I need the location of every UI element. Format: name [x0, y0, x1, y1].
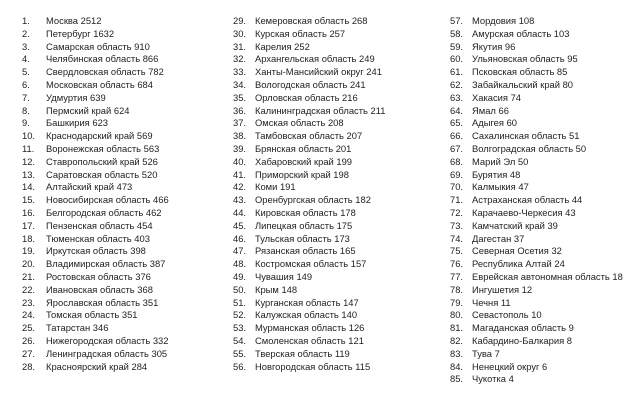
list-item [233, 28, 448, 41]
item-number: 38. [233, 130, 247, 142]
item-number: 42. [233, 181, 247, 193]
list-item [450, 117, 640, 130]
list-item [233, 181, 448, 194]
item-text: Кировская область 178 [255, 206, 356, 218]
item-text: Дагестан 37 [472, 232, 525, 244]
list-item [22, 156, 222, 169]
item-text: Магаданская область 9 [472, 322, 574, 334]
list-item [233, 66, 448, 79]
item-text: Ростовская область 376 [46, 270, 151, 282]
list-item [233, 53, 448, 66]
list-item [233, 169, 448, 182]
item-number: 32. [233, 53, 247, 65]
item-text: Псковская область 85 [472, 66, 568, 78]
item-text: Новгородская область 115 [255, 360, 371, 372]
item-number: 58. [450, 27, 464, 39]
item-number: 75. [450, 245, 464, 257]
list-item [233, 207, 448, 220]
item-text: Курганская область 147 [255, 296, 359, 308]
item-number: 69. [450, 168, 464, 180]
list-item [22, 297, 222, 310]
list-item [450, 335, 640, 348]
item-number: 6. [22, 78, 30, 90]
item-number: 50. [233, 283, 247, 295]
item-text: Краснодарский край 569 [46, 130, 153, 142]
list-item [450, 309, 640, 322]
list-item [450, 53, 640, 66]
list-item [22, 41, 222, 54]
list-item [22, 194, 222, 207]
item-text: Приморский край 198 [255, 168, 349, 180]
item-number: 35. [233, 91, 247, 103]
item-text: Карачаево-Черкесия 43 [472, 206, 576, 218]
item-text: Ханты-Мансийский округ 241 [255, 66, 382, 78]
item-number: 79. [450, 296, 464, 308]
item-number: 46. [233, 232, 247, 244]
item-text: Ненецкий округ 6 [472, 360, 548, 372]
item-text: Чукотка 4 [472, 373, 514, 385]
item-number: 4. [22, 53, 30, 65]
item-number: 7. [22, 91, 30, 103]
list-item [22, 105, 222, 118]
item-number: 59. [450, 40, 464, 52]
item-text: Астраханская область 44 [472, 194, 583, 206]
item-number: 56. [233, 360, 247, 372]
item-number: 31. [233, 40, 247, 52]
item-number: 44. [233, 206, 247, 218]
list-item [233, 143, 448, 156]
item-number: 37. [233, 117, 247, 129]
item-number: 22. [22, 283, 36, 295]
item-text: Омская область 208 [255, 117, 344, 129]
list-item [22, 322, 222, 335]
item-text: Северная Осетия 32 [472, 245, 562, 257]
item-text: Пермский край 624 [46, 104, 130, 116]
list-item [22, 92, 222, 105]
item-number: 26. [22, 334, 36, 346]
item-text: Крым 148 [255, 283, 298, 295]
item-number: 74. [450, 232, 464, 244]
list-item [22, 79, 222, 92]
item-text: Саратовская область 520 [46, 168, 158, 180]
item-number: 54. [233, 334, 247, 346]
list-item [233, 79, 448, 92]
item-number: 11. [22, 142, 35, 154]
item-number: 78. [450, 283, 464, 295]
list-item [22, 348, 222, 361]
item-text: Республика Алтай 24 [472, 258, 565, 270]
item-number: 15. [22, 194, 36, 206]
list-item [233, 105, 448, 118]
list-item [450, 373, 640, 386]
list-item [22, 66, 222, 79]
item-number: 29. [233, 15, 247, 26]
list-item [22, 143, 222, 156]
item-number: 83. [450, 347, 464, 359]
item-text: Тверская область 119 [255, 347, 350, 359]
item-text: Ульяновская область 95 [472, 53, 578, 65]
list-item [450, 194, 640, 207]
list-item [22, 28, 222, 41]
item-number: 28. [22, 360, 36, 372]
item-text: Нижегородская область 332 [46, 334, 169, 346]
item-number: 76. [450, 258, 464, 270]
item-number: 52. [233, 309, 247, 321]
item-text: Москва 2512 [46, 15, 102, 26]
list-item [233, 156, 448, 169]
item-number: 23. [22, 296, 36, 308]
item-text: Костромская область 157 [255, 258, 367, 270]
list-item [233, 258, 448, 271]
list-item [450, 258, 640, 271]
list-item [450, 233, 640, 246]
item-number: 13. [22, 168, 36, 180]
list-item [22, 220, 222, 233]
list-item [450, 361, 640, 374]
list-item [233, 361, 448, 374]
item-number: 1. [22, 15, 30, 26]
item-text: Красноярский край 284 [46, 360, 148, 372]
item-number: 10. [22, 130, 36, 142]
list-item [22, 181, 222, 194]
item-text: Кемеровская область 268 [255, 15, 368, 26]
item-number: 55. [233, 347, 247, 359]
list-item [233, 309, 448, 322]
list-item [233, 15, 448, 28]
item-number: 66. [450, 130, 464, 142]
item-text: Петербург 1632 [46, 27, 115, 39]
item-text: Ярославская область 351 [46, 296, 159, 308]
list-item [22, 15, 222, 28]
item-number: 80. [450, 309, 464, 321]
item-number: 62. [450, 78, 464, 90]
list-item [22, 169, 222, 182]
item-text: Мурманская область 126 [255, 322, 365, 334]
list-item [233, 233, 448, 246]
item-text: Калужская область 140 [255, 309, 358, 321]
list-item [22, 361, 222, 374]
list-item [22, 258, 222, 271]
list-item [450, 156, 640, 169]
list-column-3 [450, 15, 640, 386]
item-number: 20. [22, 258, 36, 270]
list-item [450, 92, 640, 105]
item-text: Алтайский край 473 [46, 181, 133, 193]
list-item [450, 79, 640, 92]
item-number: 85. [450, 373, 464, 385]
item-number: 57. [450, 15, 464, 26]
item-text: Чечня 11 [472, 296, 511, 308]
list-column-2 [233, 15, 448, 373]
item-text: Свердловская область 782 [46, 66, 164, 78]
item-number: 30. [233, 27, 247, 39]
item-number: 63. [450, 91, 464, 103]
item-text: Чувашия 149 [255, 270, 313, 282]
item-number: 67. [450, 142, 464, 154]
item-number: 48. [233, 258, 247, 270]
list-item [450, 181, 640, 194]
item-text: Кабардино-Балкария 8 [472, 334, 572, 346]
list-item [450, 15, 640, 28]
item-number: 77. [450, 270, 464, 282]
list-item [450, 169, 640, 182]
item-number: 19. [22, 245, 36, 257]
list-item [233, 284, 448, 297]
item-number: 65. [450, 117, 464, 129]
item-text: Владимирская область 387 [46, 258, 166, 270]
list-item [22, 207, 222, 220]
item-number: 25. [22, 322, 36, 334]
list-item [450, 66, 640, 79]
list-item [233, 130, 448, 143]
item-text: Ямал 66 [472, 104, 509, 116]
item-text: Смоленская область 121 [255, 334, 364, 346]
item-number: 18. [22, 232, 36, 244]
item-text: Самарская область 910 [46, 40, 150, 52]
item-text: Волгоградская область 50 [472, 142, 587, 154]
list-item [22, 245, 222, 258]
list-column-1 [22, 15, 222, 373]
list-item [450, 207, 640, 220]
item-number: 9. [22, 117, 30, 129]
item-number: 17. [22, 219, 36, 231]
item-text: Пензенская область 454 [46, 219, 153, 231]
list-item [450, 41, 640, 54]
item-text: Сахалинская область 51 [472, 130, 580, 142]
item-number: 70. [450, 181, 464, 193]
item-text: Марий Эл 50 [472, 155, 529, 167]
list-item [233, 245, 448, 258]
item-text: Мордовия 108 [472, 15, 535, 26]
item-number: 16. [22, 206, 36, 218]
list-item [22, 309, 222, 322]
item-number: 36. [233, 104, 247, 116]
item-number: 5. [22, 66, 30, 78]
item-text: Ставропольский край 526 [46, 155, 158, 167]
item-text: Тульская область 173 [255, 232, 350, 244]
item-number: 12. [22, 155, 36, 167]
list-item [233, 194, 448, 207]
item-text: Рязанская область 165 [255, 245, 356, 257]
item-text: Калининградская область 211 [255, 104, 386, 116]
item-text: Новосибирская область 466 [46, 194, 169, 206]
item-number: 24. [22, 309, 36, 321]
list-item [450, 105, 640, 118]
item-number: 39. [233, 142, 247, 154]
list-item [450, 284, 640, 297]
item-number: 68. [450, 155, 464, 167]
list-item [22, 233, 222, 246]
item-text: Карелия 252 [255, 40, 310, 52]
item-number: 51. [233, 296, 247, 308]
item-text: Тува 7 [472, 347, 500, 359]
list-item [22, 53, 222, 66]
list-item [233, 220, 448, 233]
item-text: Иркутская область 398 [46, 245, 146, 257]
item-number: 73. [450, 219, 464, 231]
item-number: 8. [22, 104, 30, 116]
item-number: 71. [450, 194, 464, 206]
item-number: 84. [450, 360, 464, 372]
list-item [233, 348, 448, 361]
item-text: Вологодская область 241 [255, 78, 366, 90]
item-text: Калмыкия 47 [472, 181, 529, 193]
list-item [22, 335, 222, 348]
item-text: Архангельская область 249 [255, 53, 375, 65]
list-item [450, 271, 640, 284]
item-text: Хабаровский край 199 [255, 155, 353, 167]
item-text: Коми 191 [255, 181, 296, 193]
list-item [450, 28, 640, 41]
item-number: 45. [233, 219, 247, 231]
item-number: 21. [22, 270, 36, 282]
item-text: Удмуртия 639 [46, 91, 106, 103]
item-number: 81. [450, 322, 464, 334]
item-number: 61. [450, 66, 464, 78]
item-text: Адыгея 60 [472, 117, 517, 129]
item-text: Севастополь 10 [472, 309, 542, 321]
item-text: Тамбовская область 207 [255, 130, 363, 142]
item-number: 27. [22, 347, 36, 359]
item-text: Забайкальский край 80 [472, 78, 574, 90]
item-number: 53. [233, 322, 247, 334]
item-number: 47. [233, 245, 247, 257]
item-text: Орловская область 216 [255, 91, 358, 103]
item-number: 33. [233, 66, 247, 78]
item-number: 60. [450, 53, 464, 65]
item-text: Курская область 257 [255, 27, 346, 39]
item-text: Татарстан 346 [46, 322, 109, 334]
item-text: Якутия 96 [472, 40, 516, 52]
item-number: 64. [450, 104, 464, 116]
list-item [450, 297, 640, 310]
item-text: Тюменская область 403 [46, 232, 150, 244]
list-item [22, 271, 222, 284]
list-item [450, 220, 640, 233]
list-item [450, 322, 640, 335]
item-text: Ингушетия 12 [472, 283, 533, 295]
item-number: 41. [233, 168, 247, 180]
item-text: Челябинская область 866 [46, 53, 159, 65]
item-text: Белгородская область 462 [46, 206, 162, 218]
item-text: Камчатский край 39 [472, 219, 558, 231]
list-item [22, 130, 222, 143]
list-item [450, 130, 640, 143]
list-item [233, 92, 448, 105]
item-text: Ивановская область 368 [46, 283, 153, 295]
list-item [450, 348, 640, 361]
list-item [233, 322, 448, 335]
item-text: Воронежская область 563 [46, 142, 160, 154]
item-text: Липецкая область 175 [255, 219, 353, 231]
list-item [233, 117, 448, 130]
item-number: 43. [233, 194, 247, 206]
list-item [233, 297, 448, 310]
item-number: 2. [22, 27, 30, 39]
item-text: Московская область 684 [46, 78, 153, 90]
item-number: 14. [22, 181, 36, 193]
item-text: Оренбургская область 182 [255, 194, 371, 206]
item-number: 3. [22, 40, 30, 52]
list-item [22, 117, 222, 130]
list-item [233, 335, 448, 348]
item-text: Еврейская автономная область 18 [472, 270, 623, 282]
item-text: Ленинградская область 305 [46, 347, 168, 359]
item-text: Брянская область 201 [255, 142, 352, 154]
list-item [233, 41, 448, 54]
list-item [22, 284, 222, 297]
item-number: 82. [450, 334, 464, 346]
list-item [450, 143, 640, 156]
item-text: Амурская область 103 [472, 27, 570, 39]
item-text: Бурятия 48 [472, 168, 521, 180]
item-text: Башкирия 623 [46, 117, 108, 129]
item-text: Томская область 351 [46, 309, 138, 321]
list-item [450, 245, 640, 258]
item-number: 72. [450, 206, 464, 218]
item-number: 40. [233, 155, 247, 167]
list-item [233, 271, 448, 284]
item-number: 34. [233, 78, 247, 90]
item-text: Хакасия 74 [472, 91, 522, 103]
item-number: 49. [233, 270, 247, 282]
